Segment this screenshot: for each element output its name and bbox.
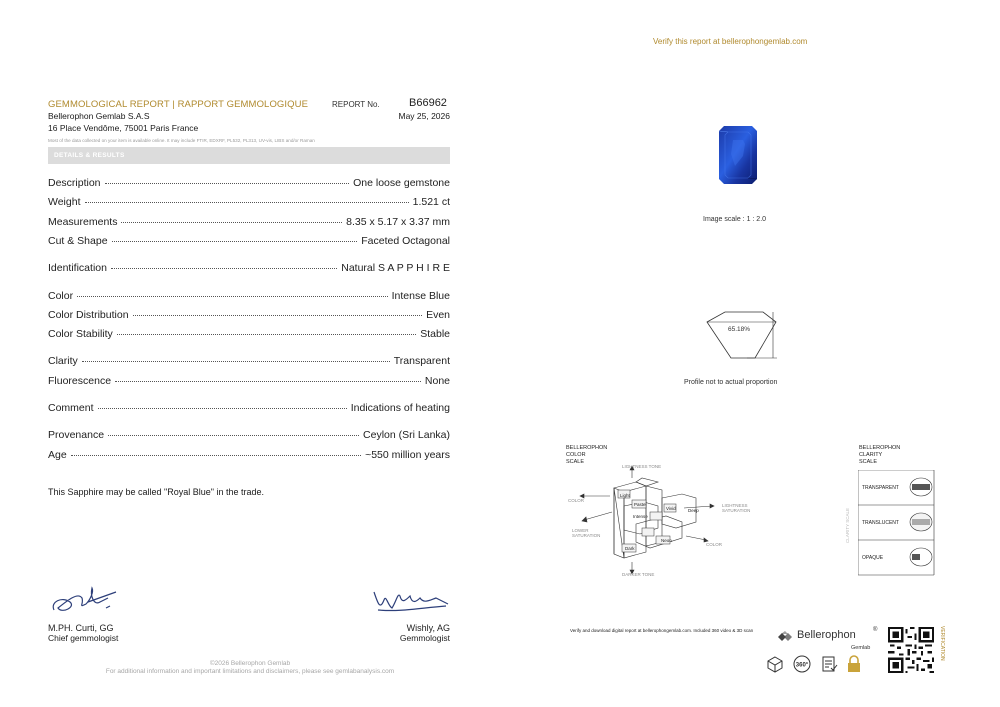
cube-label-deep: Deep [688,508,699,513]
verification-label: VERIFICATION [939,626,945,661]
detail-value: Faceted Octagonal [361,235,450,247]
detail-value: 1.521 ct [412,196,450,208]
detail-label: Color [48,290,74,302]
detail-label: Identification [48,262,107,274]
clarity-level-transparent: TRANSPARENT [862,485,899,491]
certificate-icon[interactable] [820,655,838,678]
image-scale: Image scale : 1 : 2.0 [703,216,767,223]
detail-value: Indications of heating [350,402,450,414]
axis-label-lower-saturation: LOWER SATURATION [572,528,601,538]
detail-value: None [424,375,450,387]
svg-text:360°: 360° [795,662,809,669]
detail-label: Age [48,449,67,461]
clarity-axis-label: CLARITY SCALE [845,508,850,543]
signatory-name: M.PH. Curti, GG [48,623,114,633]
signature-block-right [370,582,450,643]
brand-registered-mark: ® [873,627,878,633]
bellerophon-logo-icon [778,630,794,648]
detail-label: Measurements [48,216,118,228]
axis-label-color-right: COLOR [706,542,723,547]
detail-row-measurements [48,216,450,230]
lock-icon[interactable] [846,655,862,678]
leader-dots [112,241,358,242]
signature-curti-image [48,582,138,618]
report-number: B66962 [409,97,447,109]
data-note: Most of the data collected on your item is available online. It may include FTIR, EDXRF, PL532, PL313, UV-vis, LIBS and/or Raman [48,138,315,143]
report-title: GEMMOLOGICAL REPORT | RAPPORT GEMMOLOGIQUE [48,99,309,110]
detail-value: Intense Blue [391,290,450,302]
footer-disclaimer: For additional information and important limitations and disclaimers, please see gemlabanalysis.com [105,668,395,675]
leader-dots [115,381,421,382]
axis-label-lightness-saturation: LIGHTNESS SATURATION [722,503,751,513]
detail-row-identification [48,262,450,276]
feature-icons-row [766,655,862,678]
leader-dots [133,315,423,316]
verify-download-note[interactable]: Verify and download digital report at bellerophongemlab.com. Included 360 video & 3D scan [570,628,754,633]
signatory-role: Chief gemmologist [48,633,119,643]
detail-row-clarity [48,355,450,369]
detail-value: Natural S A P P H I R E [341,262,450,274]
signatory-name: Wishly, AG [406,623,450,633]
trade-note: This Sapphire may be called "Royal Blue" in the trade. [48,487,265,497]
color-scale-title: BELLEROPHON COLOR SCALE [566,445,608,465]
brand-name: Bellerophon [797,629,856,641]
detail-label: Color Stability [48,328,113,340]
detail-label: Fluorescence [48,375,112,387]
color-scale-cube-diagram [566,466,726,583]
leader-dots [105,183,350,184]
axis-label-color-left: COLOR [568,498,585,503]
detail-row-provenance [48,429,450,443]
report-date: May 25, 2026 [398,111,450,121]
detail-row-color-distribution [48,309,450,323]
profile-note: Profile not to actual proportion [684,379,778,386]
detail-label: Weight [48,196,81,208]
detail-value: ~550 million years [365,449,450,461]
detail-row-color [48,290,450,304]
detail-value: Ceylon (Sri Lanka) [363,429,450,441]
detail-row-comment [48,402,450,416]
detail-label: Provenance [48,429,105,441]
cube-3d-icon[interactable] [766,655,784,678]
detail-row-cut-shape [48,235,450,249]
leader-dots [82,361,390,362]
signatory-role: Gemmologist [399,633,450,643]
report-number-label: REPORT No. [332,100,380,109]
cube-label-intense: Intense [633,514,648,519]
cube-label-pastel: Pastel [634,502,647,507]
cube-label-light: Light [620,493,630,498]
leader-dots [98,408,347,409]
clarity-level-opaque: OPAQUE [862,555,884,561]
signature-block-left [48,582,138,643]
leader-dots [108,435,359,436]
leader-dots [117,334,416,335]
axis-label-darker-tone: DARKER TONE [622,572,655,577]
detail-row-weight [48,196,450,210]
leader-dots [85,202,409,203]
leader-dots [111,268,337,269]
rotate-360-icon[interactable] [792,655,812,678]
detail-row-age [48,449,450,463]
footer-copyright: ©2026 Bellerophon Gemlab [209,660,291,667]
detail-label: Description [48,177,101,189]
leader-dots [121,222,342,223]
detail-label: Clarity [48,355,78,367]
cube-label-vivid: Vivid [666,506,676,511]
detail-value: Even [426,309,450,321]
cube-label-dark: Dark [625,546,635,551]
lab-address: 16 Place Vendôme, 75001 Paris France [48,123,199,133]
detail-label: Color Distribution [48,309,129,321]
verify-link-top[interactable]: Verify this report at bellerophongemlab.com [653,37,808,46]
cube-label-neon: Neon [661,538,672,543]
gemstone-image [719,126,757,189]
detail-label: Comment [48,402,94,414]
detail-value: One loose gemstone [353,177,450,189]
detail-value: Transparent [393,355,450,367]
detail-label: Cut & Shape [48,235,108,247]
lab-name: Bellerophon Gemlab S.A.S [48,111,150,121]
detail-row-description [48,177,450,191]
section-header: DETAILS & RESULTS [48,147,450,164]
brand-sub: Gemlab [851,645,871,651]
leader-dots [71,455,361,456]
detail-row-color-stability [48,328,450,342]
leader-dots [77,296,388,297]
clarity-level-translucent: TRANSLUCENT [862,520,899,526]
qr-code-icon[interactable] [888,627,934,678]
axis-label-lightness-tone: LIGHTNESS TONE [622,464,662,469]
profile-depth-pct: 65.18% [728,326,751,333]
detail-value: Stable [420,328,450,340]
clarity-scale-title: BELLEROPHON CLARITY SCALE [859,445,901,465]
profile-diagram [703,310,783,365]
signature-wishly-image [370,582,450,618]
detail-value: 8.35 x 5.17 x 3.37 mm [346,216,450,228]
detail-row-fluorescence [48,375,450,389]
